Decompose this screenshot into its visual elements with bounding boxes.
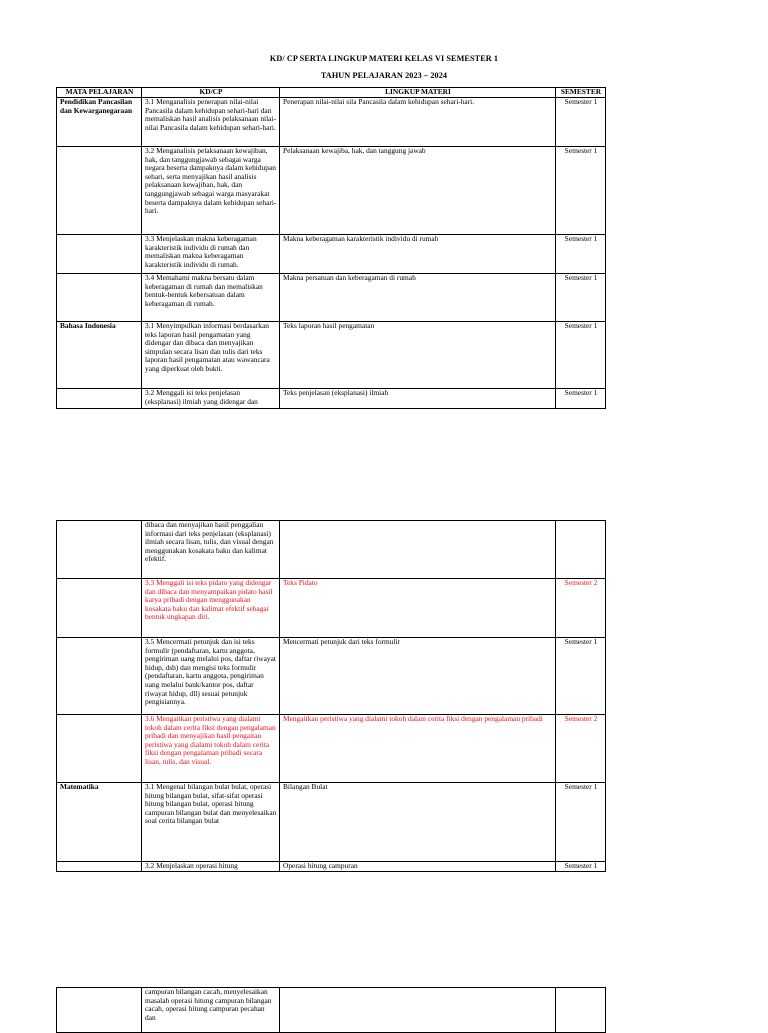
subject-cell xyxy=(57,638,142,715)
table-row xyxy=(57,322,606,389)
kd-cell: 3.4 Memahami makna bersatu dalam keberagaman di rumah dan memaliskan bentuk-bentuk kebersatuan dalam keberagaman di rumah. xyxy=(142,274,280,322)
semester-cell: Semester 1 xyxy=(556,638,606,715)
kd-cell: 3.2 Menganalisis pelaksanaan kewajiban, hak, dan tanggungjawab sebagai warga negara beserta dampaknya dalam kehidupan sehari, serta menyajikan hasil analisis pelaksanaan kewajiban, hak, dan tanggungjawab sebagai warga masyarakat beserta dampaknya dalam kehidupan sehari-hari. xyxy=(142,147,280,235)
materi-cell: Operasi hitung campuran xyxy=(280,862,556,872)
semester-cell: Semester 1 xyxy=(556,783,606,862)
semester-cell: Semester 1 xyxy=(556,147,606,235)
kd-cell: 3.6 Mengaitkan peristiwa yang dialami tokoh dalam cerita fiksi dengan pengalaman pribadi dan menyajikan hasil pengaitan peristiwa yang dialami tokoh dalam cerita fiksi dengan pengalaman pribadi secara lisan, tulis, dan visual. xyxy=(142,715,280,783)
curriculum-table-page-2 xyxy=(56,520,606,872)
subject-cell xyxy=(57,988,142,1033)
kd-cell: 3.1 Menganalisis penerapan nilai-nilai Pancasila dalam kehidupan sehari-hari dan memaliskan hasil analisis pelaksanaan nilai-nilai Pancasila dalam kehidupan sehari-hari. xyxy=(142,98,280,147)
subject-cell xyxy=(57,147,142,235)
subject-cell xyxy=(57,715,142,783)
semester-cell: Semester 2 xyxy=(556,579,606,638)
table-row xyxy=(57,98,606,147)
materi-cell: Bilangan Bulat xyxy=(280,783,556,862)
semester-cell: Semester 2 xyxy=(556,715,606,783)
semester-cell: Semester 1 xyxy=(556,389,606,409)
kd-cell: 3.3 Menjelaskan makna keberagaman karakteristik individu di rumah dan memaliskan makna keberagaman karakteristik individu di rumah. xyxy=(142,235,280,274)
materi-cell: Pelaksanaan kewajiba, hak, dan tanggung jawab xyxy=(280,147,556,235)
subject-cell: Bahasa Indonesia xyxy=(57,322,142,389)
header-mata-pelajaran: MATA PELAJARAN xyxy=(57,88,142,98)
semester-cell: Semester 1 xyxy=(556,235,606,274)
curriculum-table-page-3 xyxy=(56,987,606,1033)
kd-cell: 3.5 Mencermati petunjuk dan isi teks formulir (pendaftaran, kartu anggota, pengiriman uang melalui pos, daftar riwayat hidup, dsb) dan mengisi teks formulir (pendaftaran, kartu anggota, pengiriman uang melalui bank/kantor pos, daftar riwayat hidup, dll) sesuai petunjuk pengisiannya. xyxy=(142,638,280,715)
header-lingkup-materi: LINGKUP MATERI xyxy=(280,88,556,98)
kd-cell: 3.2 Menggali isi teks penjelasan (eksplanasi) ilmiah yang didengar dan xyxy=(142,389,280,409)
header-semester: SEMESTER xyxy=(556,88,606,98)
table-row xyxy=(57,521,606,579)
document-subtitle: TAHUN PELAJARAN 2023 – 2024 xyxy=(320,71,448,80)
subject-cell: Pendidikan Pancasilan dan Kewarganegaraan xyxy=(57,98,142,147)
document-title: KD/ CP SERTA LINGKUP MATERI KELAS VI SEMESTER 1 xyxy=(269,54,499,63)
table-row xyxy=(57,783,606,862)
semester-cell xyxy=(556,521,606,579)
table-header-row xyxy=(57,88,606,98)
kd-cell: 3.1 Menyimpulkan informasi berdasarkan teks laporan hasil pengamatan yang didengar dan dibaca dan menyajikan simpulan secara lisan dan tulis dari teks laporan hasil pengamatan atau wawancara yang diperkuat oleh bukti. xyxy=(142,322,280,389)
semester-cell: Semester 1 xyxy=(556,274,606,322)
materi-cell xyxy=(280,521,556,579)
table-row xyxy=(57,988,606,1033)
table-row xyxy=(57,274,606,322)
semester-cell: Semester 1 xyxy=(556,98,606,147)
materi-cell: Mengaitkan peristiwa yang dialami tokoh dalam cerita fiksi dengan pengalaman pribadi xyxy=(280,715,556,783)
table-row xyxy=(57,147,606,235)
materi-cell: Penerapan nilai-nilai sila Pancasila dalam kehidupan sehari-hari. xyxy=(280,98,556,147)
subject-cell xyxy=(57,862,142,872)
materi-cell: Teks penjelasan (eksplanasi) ilmiah xyxy=(280,389,556,409)
table-row xyxy=(57,389,606,409)
kd-cell: 3.3 Menggali isi teks pidato yang didengar dan dibaca dan menyampaikan pidato hasil karya pribadi dengan menggunakan kosakata baku dan kalimat efektif sebagai bentuk ungkapan diri. xyxy=(142,579,280,638)
materi-cell: Teks Pidato xyxy=(280,579,556,638)
header-kd-cp: KD/CP xyxy=(142,88,280,98)
kd-cell: dibaca dan menyajikan hasil penggalian informasi dari teks penjelasan (eksplanasi) ilmiah secara lisan, tulis, dan visual dengan menggunakan kosakata baku dan kalimat efektif. xyxy=(142,521,280,579)
semester-cell xyxy=(556,988,606,1033)
table-row xyxy=(57,579,606,638)
table-row xyxy=(57,235,606,274)
semester-cell: Semester 1 xyxy=(556,322,606,389)
subject-cell xyxy=(57,235,142,274)
materi-cell xyxy=(280,988,556,1033)
subject-cell xyxy=(57,521,142,579)
semester-cell: Semester 1 xyxy=(556,862,606,872)
kd-cell: campuran bilangan cacah, menyelesaikan masalah operasi hitung campuran bilangan cacah, operasi hitung campuran pecahan dan xyxy=(142,988,280,1033)
subject-cell xyxy=(57,274,142,322)
materi-cell: Makna keberagaman karakteristik individu di rumah xyxy=(280,235,556,274)
materi-cell: Mencermati petunjuk dari teks formulir xyxy=(280,638,556,715)
table-row xyxy=(57,638,606,715)
table-row xyxy=(57,715,606,783)
table-row xyxy=(57,862,606,872)
subject-cell xyxy=(57,389,142,409)
materi-cell: Makna persatuan dan keberagaman di rumah xyxy=(280,274,556,322)
kd-cell: 3.2 Menjelaskan operasi hitung xyxy=(142,862,280,872)
subject-cell xyxy=(57,579,142,638)
kd-cell: 3.1 Mengenal bilangan bulat bulat, operasi hitung bilangan bulat, sifat-sifat operasi hitung bilangan bulat, operasi hitung campuran bilangan bulat dan menyelesaikan soal cerita bilangan bulat xyxy=(142,783,280,862)
subject-cell: Matematika xyxy=(57,783,142,862)
curriculum-table-page-1 xyxy=(56,87,606,409)
materi-cell: Teks laporan hasil pengamatan xyxy=(280,322,556,389)
